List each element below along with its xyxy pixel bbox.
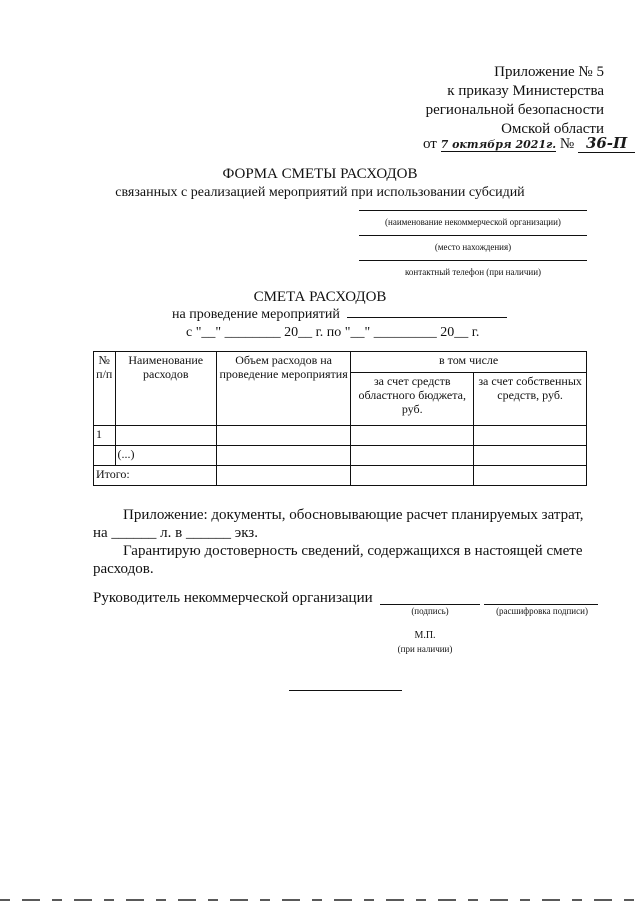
events-blank bbox=[347, 317, 507, 318]
table-row bbox=[94, 446, 587, 466]
row-number-cell: 1 bbox=[94, 426, 116, 446]
location-caption: (место нахождения) bbox=[434, 242, 512, 252]
form-subtitle: связанных с реализацией мероприятий при использовании субсидий bbox=[115, 185, 525, 200]
total-volume-cell bbox=[216, 466, 350, 486]
decoding-blank bbox=[484, 604, 598, 605]
signature-blank bbox=[380, 604, 480, 605]
col-budget-header: за счет средств областного бюджета, руб. bbox=[351, 373, 474, 426]
region-name: Омской области bbox=[501, 121, 604, 137]
signature-caption: (подпись) bbox=[411, 606, 449, 616]
total-own-cell bbox=[474, 466, 587, 486]
estimate-table bbox=[93, 351, 587, 486]
seal-caption: (при наличии) bbox=[397, 644, 453, 654]
row-own-cell bbox=[474, 446, 587, 466]
number-label: № bbox=[559, 136, 575, 152]
org-name-field bbox=[359, 210, 587, 230]
col-number-header: № п/п bbox=[94, 352, 116, 426]
org-name-caption: (наименование некоммерческой организации) bbox=[385, 217, 561, 227]
row-budget-cell bbox=[351, 426, 474, 446]
col-own-header: за счет собственных средств, руб. bbox=[474, 373, 587, 426]
col-volume-header: Объем расходов на проведение мероприятия bbox=[216, 352, 350, 426]
closing-divider bbox=[289, 690, 402, 691]
phone-field bbox=[359, 260, 587, 280]
row-budget-cell bbox=[351, 446, 474, 466]
guarantee-line-2: расходов. bbox=[93, 561, 154, 577]
location-field bbox=[359, 235, 587, 255]
from-label: от bbox=[423, 136, 437, 152]
row-name-cell bbox=[115, 426, 216, 446]
attachment-line-1: Приложение: документы, обосновывающие расчет планируемых затрат, bbox=[123, 507, 584, 523]
row-own-cell bbox=[474, 426, 587, 446]
order-reference: к приказу Министерства bbox=[447, 83, 604, 99]
total-budget-cell bbox=[351, 466, 474, 486]
scan-edge-artifact bbox=[0, 899, 640, 901]
estimate-events-line bbox=[172, 307, 507, 323]
table-row bbox=[94, 426, 587, 446]
head-label: Руководитель некоммерческой организации bbox=[93, 590, 373, 606]
table-header-row bbox=[94, 352, 587, 373]
estimate-events-label: на проведение мероприятий bbox=[172, 307, 340, 322]
estimate-title: СМЕТА РАСХОДОВ bbox=[253, 289, 387, 305]
decoding-caption: (расшифровка подписи) bbox=[496, 606, 588, 616]
seal-label: М.П. bbox=[414, 630, 436, 641]
estimate-period-line: с "__" ________ 20__ г. по "__" _________ 20__ г. bbox=[186, 325, 480, 340]
head-signature-line bbox=[93, 590, 373, 607]
appendix-header bbox=[426, 63, 604, 139]
form-title: ФОРМА СМЕТЫ РАСХОДОВ bbox=[222, 166, 418, 182]
ministry-name: региональной безопасности bbox=[425, 102, 604, 118]
row-name-cell: (...) bbox=[115, 446, 216, 466]
appendix-number: Приложение № 5 bbox=[494, 64, 604, 80]
row-number-cell bbox=[94, 446, 116, 466]
phone-caption: контактный телефон (при наличии) bbox=[404, 267, 542, 277]
col-including-header: в том числе bbox=[351, 352, 587, 373]
order-date-line bbox=[423, 134, 635, 154]
total-label-cell: Итого: bbox=[94, 466, 217, 486]
handwritten-date: 7 октября 2021г. bbox=[440, 138, 557, 151]
row-volume-cell bbox=[216, 426, 350, 446]
col-name-header: Наименование расходов bbox=[115, 352, 216, 426]
handwritten-number: 36-П bbox=[578, 134, 635, 153]
attachment-line-2: на ______ л. в ______ экз. bbox=[93, 525, 258, 541]
table-total-row bbox=[94, 466, 587, 486]
guarantee-line-1: Гарантирую достоверность сведений, содержащихся в настоящей смете bbox=[123, 543, 583, 559]
row-volume-cell bbox=[216, 446, 350, 466]
